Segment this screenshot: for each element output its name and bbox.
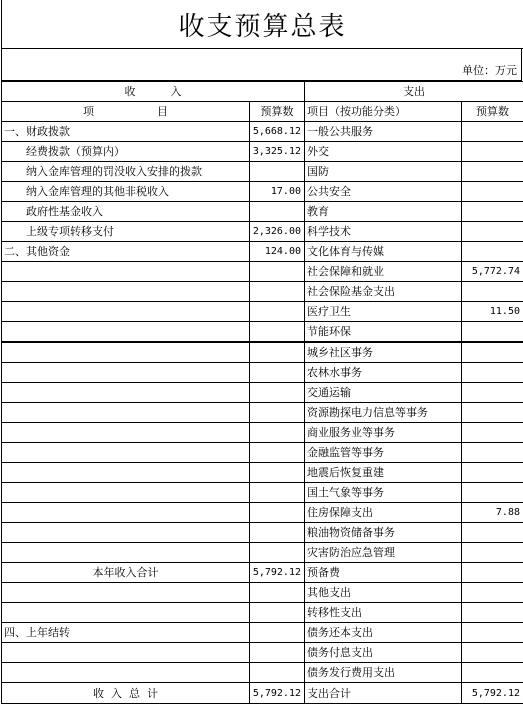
expense-value-cell — [462, 383, 523, 403]
expense-value-cell — [462, 222, 523, 242]
expense-item-cell: 其他支出 — [305, 583, 462, 603]
expense-value-cell — [462, 643, 523, 663]
expense-item-cell: 粮油物资储备事务 — [305, 523, 462, 543]
income-value-cell — [250, 643, 305, 663]
income-value-cell — [250, 363, 305, 383]
table-row — [2, 242, 523, 262]
expense-item-cell: 文化体育与传媒 — [305, 242, 462, 262]
income-value-cell — [250, 523, 305, 543]
expense-value-cell: 5,772.74 — [462, 262, 523, 282]
income-value-cell — [250, 302, 305, 322]
income-value-cell: 5,668.12 — [250, 122, 305, 142]
expense-item-cell: 债务发行费用支出 — [305, 663, 462, 683]
expense-item-cell: 商业服务业等事务 — [305, 423, 462, 443]
expense-value-cell — [462, 202, 523, 222]
income-item-cell — [2, 403, 250, 423]
table-row — [2, 583, 523, 603]
expense-item-cell: 公共安全 — [305, 182, 462, 202]
income-item-cell — [2, 302, 250, 322]
expense-item-cell: 农林水事务 — [305, 363, 462, 383]
income-item-cell: 经费拨款（预算内） — [2, 142, 250, 162]
income-item-cell — [2, 603, 250, 623]
expense-item-cell: 支出合计 — [305, 683, 462, 704]
table-row — [2, 322, 523, 343]
income-value-cell: 5,792.12 — [250, 563, 305, 583]
income-item-cell: 纳入金库管理的其他非税收入 — [2, 182, 250, 202]
income-value-cell: 3,325.12 — [250, 142, 305, 162]
table-row — [2, 363, 523, 383]
income-value-cell: 124.00 — [250, 242, 305, 262]
table-row — [2, 202, 523, 222]
income-value-cell — [250, 282, 305, 302]
table-row — [2, 262, 523, 282]
income-item-cell: 二、其他资金 — [2, 242, 250, 262]
income-value-cell — [250, 322, 305, 343]
expense-value-cell — [462, 623, 523, 643]
expense-value-cell — [462, 142, 523, 162]
income-value-cell — [250, 463, 305, 483]
income-item-cell — [2, 583, 250, 603]
income-item-cell: 本年收入合计 — [2, 563, 250, 583]
income-item-cell — [2, 282, 250, 302]
income-value-cell — [250, 503, 305, 523]
expense-item-cell: 外交 — [305, 142, 462, 162]
table-row — [2, 383, 523, 403]
income-value-cell — [250, 403, 305, 423]
income-item-cell — [2, 543, 250, 563]
expense-value-cell — [462, 403, 523, 423]
income-item-cell — [2, 523, 250, 543]
income-value-cell — [250, 383, 305, 403]
page-title: 收支预算总表 — [1, 0, 523, 49]
income-value-cell — [250, 483, 305, 503]
income-item-cell — [2, 643, 250, 663]
income-value-cell — [250, 162, 305, 182]
expense-item-cell: 住房保障支出 — [305, 503, 462, 523]
income-value-cell — [250, 423, 305, 443]
income-item-cell: 四、上年结转 — [2, 623, 250, 643]
expense-item-cell: 国土气象等事务 — [305, 483, 462, 503]
expense-budget-header: 预算数 — [462, 102, 523, 122]
expense-value-cell — [462, 423, 523, 443]
income-item-cell — [2, 322, 250, 343]
expense-item-cell: 预备费 — [305, 563, 462, 583]
expense-item-cell: 节能环保 — [305, 322, 462, 343]
income-item-cell: 政府性基金收入 — [2, 202, 250, 222]
income-item-cell — [2, 383, 250, 403]
item-header: 项 目 — [2, 102, 250, 122]
expense-value-cell — [462, 603, 523, 623]
expense-item-cell: 科学技术 — [305, 222, 462, 242]
income-item-cell — [2, 483, 250, 503]
income-value-cell — [250, 342, 305, 363]
income-value-cell — [250, 262, 305, 282]
income-item-cell — [2, 663, 250, 683]
expense-value-cell: 5,792.12 — [462, 683, 523, 704]
table-row — [2, 603, 523, 623]
income-value-cell — [250, 663, 305, 683]
table-row — [2, 423, 523, 443]
table-row — [2, 282, 523, 302]
table-row — [2, 182, 523, 202]
income-header: 收 入 — [2, 82, 305, 102]
expense-value-cell — [462, 483, 523, 503]
section-header-row — [2, 82, 523, 102]
expense-value-cell — [462, 342, 523, 363]
income-item-cell: 上级专项转移支付 — [2, 222, 250, 242]
expense-item-cell: 债务付息支出 — [305, 643, 462, 663]
table-row — [2, 162, 523, 182]
expense-item-cell: 国防 — [305, 162, 462, 182]
expense-value-cell — [462, 663, 523, 683]
income-value-cell: 17.00 — [250, 182, 305, 202]
income-item-cell: 一、财政拨款 — [2, 122, 250, 142]
income-value-cell — [250, 583, 305, 603]
table-row — [2, 683, 523, 704]
expense-value-cell — [462, 583, 523, 603]
income-item-cell — [2, 443, 250, 463]
expense-value-cell — [462, 563, 523, 583]
expense-value-cell — [462, 162, 523, 182]
expense-value-cell — [462, 363, 523, 383]
expense-item-cell: 医疗卫生 — [305, 302, 462, 322]
table-row — [2, 342, 523, 363]
table-row — [2, 663, 523, 683]
expense-item-cell: 转移性支出 — [305, 603, 462, 623]
expense-item-cell: 教育 — [305, 202, 462, 222]
table-row — [2, 142, 523, 162]
table-row — [2, 302, 523, 322]
expense-item-cell: 地震后恢复重建 — [305, 463, 462, 483]
table-row — [2, 543, 523, 563]
column-header-row — [2, 102, 523, 122]
expense-value-cell — [462, 242, 523, 262]
income-item-cell — [2, 423, 250, 443]
expense-value-cell: 11.50 — [462, 302, 523, 322]
expense-value-cell — [462, 463, 523, 483]
expense-item-cell: 社会保障和就业 — [305, 262, 462, 282]
table-row — [2, 443, 523, 463]
table-row — [2, 122, 523, 142]
expense-item-cell: 债务还本支出 — [305, 623, 462, 643]
table-row — [2, 563, 523, 583]
expense-value-cell — [462, 523, 523, 543]
income-item-cell — [2, 262, 250, 282]
expense-item-cell: 社会保险基金支出 — [305, 282, 462, 302]
expense-value-cell — [462, 543, 523, 563]
unit-label: 单位：万元 — [462, 62, 517, 78]
unit-row — [1, 49, 522, 81]
income-value-cell — [250, 543, 305, 563]
expense-value-cell — [462, 182, 523, 202]
income-value-cell — [250, 443, 305, 463]
income-value-cell: 5,792.12 — [250, 683, 305, 704]
expense-value-cell — [462, 282, 523, 302]
table-row — [2, 483, 523, 503]
income-item-cell — [2, 363, 250, 383]
table-row — [2, 643, 523, 663]
income-item-cell — [2, 463, 250, 483]
expense-item-cell: 一般公共服务 — [305, 122, 462, 142]
expense-item-cell: 城乡社区事务 — [305, 342, 462, 363]
income-value-cell — [250, 202, 305, 222]
expense-value-cell — [462, 322, 523, 343]
expense-value-cell — [462, 122, 523, 142]
income-item-cell: 收 入 总 计 — [2, 683, 250, 704]
table-row — [2, 222, 523, 242]
table-row — [2, 403, 523, 423]
expense-value-cell — [462, 443, 523, 463]
expense-item-cell: 资源勘探电力信息等事务 — [305, 403, 462, 423]
table-row — [2, 463, 523, 483]
expense-item-cell: 交通运输 — [305, 383, 462, 403]
expense-value-cell: 7.88 — [462, 503, 523, 523]
income-value-cell: 2,326.00 — [250, 222, 305, 242]
budget-header: 预算数 — [250, 102, 305, 122]
income-value-cell — [250, 603, 305, 623]
income-item-cell: 纳入金库管理的罚没收入安排的拨款 — [2, 162, 250, 182]
expense-item-cell: 灾害防治应急管理 — [305, 543, 462, 563]
budget-table — [1, 81, 523, 704]
table-row — [2, 623, 523, 643]
income-value-cell — [250, 623, 305, 643]
table-row — [2, 503, 523, 523]
expense-item-cell: 金融监管等事务 — [305, 443, 462, 463]
table-row — [2, 523, 523, 543]
expense-header: 支出 — [305, 82, 523, 102]
income-item-cell — [2, 503, 250, 523]
income-item-cell — [2, 342, 250, 363]
expense-item-header: 项目（按功能分类） — [305, 102, 462, 122]
